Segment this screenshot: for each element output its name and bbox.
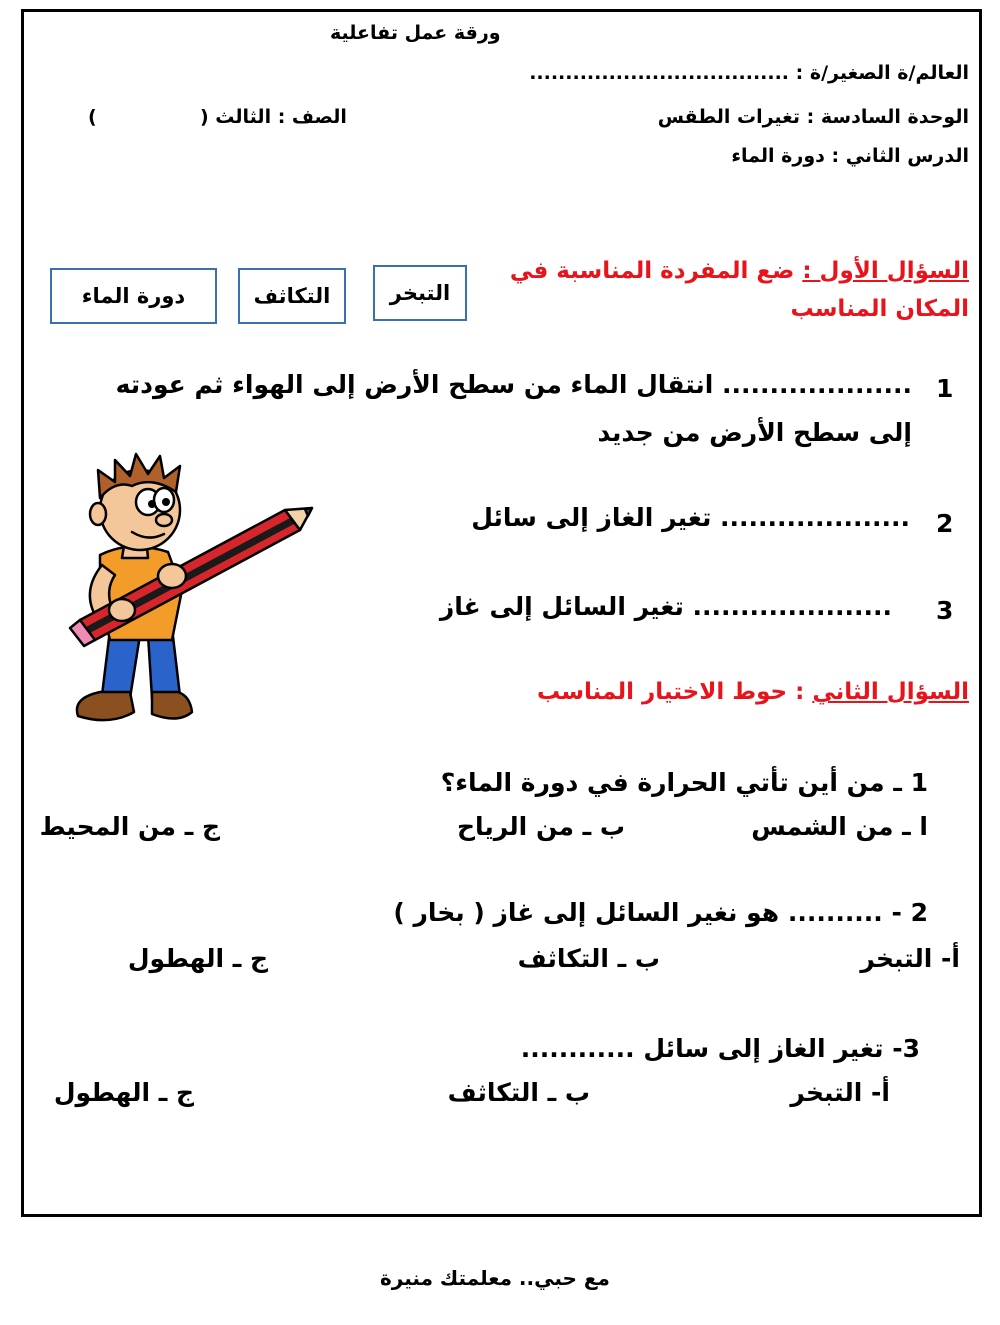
q2-title — [537, 681, 969, 704]
q2-q2-option-a[interactable]: أ- التبخر — [860, 944, 960, 973]
q1-item2-number: 2 — [936, 509, 954, 538]
word-bank-water-cycle[interactable]: دورة الماء — [50, 268, 217, 324]
q2-title-prefix: السؤال الثاني — [812, 679, 969, 705]
q1-title-line2: المكان المناسب — [790, 296, 969, 322]
lesson-label: الدرس الثاني : دورة الماء — [731, 145, 969, 167]
q2-q1-option-c[interactable]: ج ـ من المحيط — [39, 812, 220, 841]
word-bank-condensation[interactable]: التكاثف — [238, 268, 346, 324]
q2-question2-stem: 2 - .......... هو نغير السائل إلى غاز ( بخار ) — [393, 898, 928, 927]
q2-q3-option-a[interactable]: أ- التبخر — [790, 1078, 890, 1107]
grade-paren: ) — [88, 106, 97, 128]
q2-q2-option-b[interactable]: ب ـ التكاثف — [517, 944, 660, 973]
q1-item3-text: ..................... تغير السائل إلى غاز — [439, 592, 892, 621]
q2-question1-stem: 1 ـ من أين تأتي الحرارة في دورة الماء؟ — [440, 768, 928, 797]
boy-with-pencil-illustration — [60, 440, 330, 740]
q1-title-prefix: السؤال الأول : — [802, 258, 969, 284]
q1-item2-text: .................... تغير الغاز إلى سائل — [471, 503, 910, 532]
q2-q1-option-a[interactable]: ا ـ من الشمس — [751, 812, 928, 841]
q2-question3-stem: 3- تغير الغاز إلى سائل ............ — [520, 1034, 920, 1063]
q2-q3-option-b[interactable]: ب ـ التكاثف — [447, 1078, 590, 1107]
q1-title — [510, 260, 969, 283]
grade-label: الصف : الثالث ( — [200, 106, 347, 128]
q2-q2-option-c[interactable]: ج ـ الهطول — [127, 944, 268, 973]
q2-title-rest: : حوط الاختيار المناسب — [537, 679, 805, 705]
q1-item3-number: 3 — [936, 596, 954, 625]
unit-label: الوحدة السادسة : تغيرات الطقس — [657, 106, 969, 128]
q1-item1-text: .................... انتقال الماء من سطح الأرض إلى الهواء ثم عودته — [115, 370, 912, 399]
word-bank-evaporation[interactable]: التبخر — [373, 265, 467, 321]
worksheet-title: ورقة عمل تفاعلية — [330, 22, 501, 44]
q2-q3-option-c[interactable]: ج ـ الهطول — [53, 1078, 194, 1107]
q1-item1-text-line2: إلى سطح الأرض من جديد — [597, 418, 912, 447]
q1-item1-number: 1 — [936, 374, 954, 403]
teacher-signature: مع حبي.. معلمتك منيرة — [380, 1266, 610, 1290]
student-name-field[interactable]: العالم/ة الصغير/ة : .................................... — [529, 62, 969, 84]
q2-q1-option-b[interactable]: ب ـ من الرياح — [456, 812, 625, 841]
q1-title-rest: ضع المفردة المناسبة في — [509, 258, 795, 284]
